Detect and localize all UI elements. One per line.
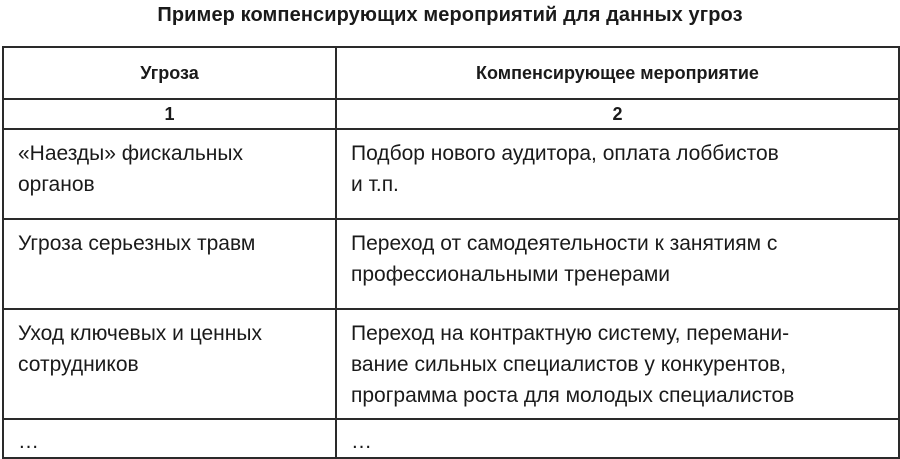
table-row <box>3 309 899 419</box>
measure-cell <box>336 219 899 309</box>
column-number-2: 2 <box>336 99 899 129</box>
threat-text: «Наезды» фискальных органов <box>18 142 243 196</box>
header-threat: Угроза <box>3 47 336 99</box>
table-row <box>3 219 899 309</box>
page-title: Пример компенсирующих мероприятий для данных угроз <box>157 4 743 26</box>
measure-cell <box>336 309 899 419</box>
measure-cell <box>336 129 899 219</box>
threat-text: Уход ключевых и ценных сотрудников <box>18 322 262 376</box>
threat-cell <box>3 419 336 458</box>
measure-text: Подбор нового аудитора, оплата лоббистов и т.п. <box>351 142 779 196</box>
measure-text: Переход на контрактную систему, перемани- вание сильных специалистов у конкурентов, программа роста для молодых специалистов <box>351 322 795 407</box>
measure-cell <box>336 419 899 458</box>
threat-text: Угроза серьезных травм <box>18 232 256 255</box>
threat-cell <box>3 129 336 219</box>
table-header-row <box>3 47 899 99</box>
threat-text: … <box>18 430 39 453</box>
threats-table <box>2 46 900 459</box>
header-measure: Компенсирующее мероприятие <box>336 47 899 99</box>
table-row <box>3 129 899 219</box>
threat-cell <box>3 219 336 309</box>
table-row <box>3 419 899 458</box>
threat-cell <box>3 309 336 419</box>
measure-text: Переход от самодеятельности к занятиям с профессиональными тренерами <box>351 232 778 286</box>
column-number-1: 1 <box>3 99 336 129</box>
column-number-row <box>3 99 899 129</box>
measure-text: … <box>351 430 372 453</box>
